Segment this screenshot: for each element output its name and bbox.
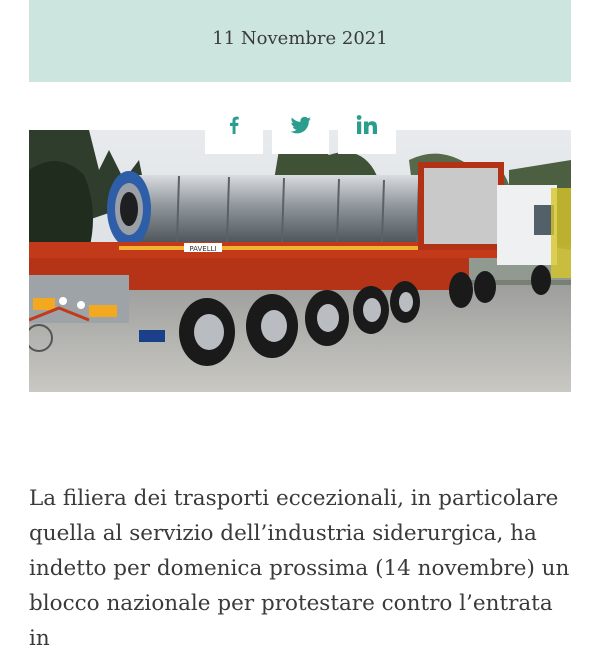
article-line: quella al servizio dell’industria siderurgica, ha bbox=[29, 521, 537, 546]
share-facebook-button[interactable] bbox=[205, 96, 263, 154]
twitter-icon bbox=[288, 113, 314, 137]
share-twitter-button[interactable] bbox=[272, 96, 329, 154]
article-line: blocco nazionale per protestare contro l’entrata in bbox=[29, 591, 553, 651]
publish-date: 11 Novembre 2021 bbox=[212, 27, 388, 49]
date-banner bbox=[29, 0, 571, 82]
hero-image bbox=[29, 130, 571, 392]
facebook-icon bbox=[222, 113, 246, 137]
trailer-brand-label: PAVELLI bbox=[189, 245, 217, 253]
article-line: indetto per domenica prossima (14 novembre) un bbox=[29, 556, 570, 581]
article-body bbox=[29, 481, 574, 656]
linkedin-icon bbox=[354, 113, 380, 137]
article-line: La filiera dei trasporti eccezionali, in particolare bbox=[29, 486, 559, 511]
share-linkedin-button[interactable] bbox=[338, 96, 396, 154]
article-paragraph bbox=[29, 481, 574, 656]
truck-photo bbox=[29, 130, 571, 392]
